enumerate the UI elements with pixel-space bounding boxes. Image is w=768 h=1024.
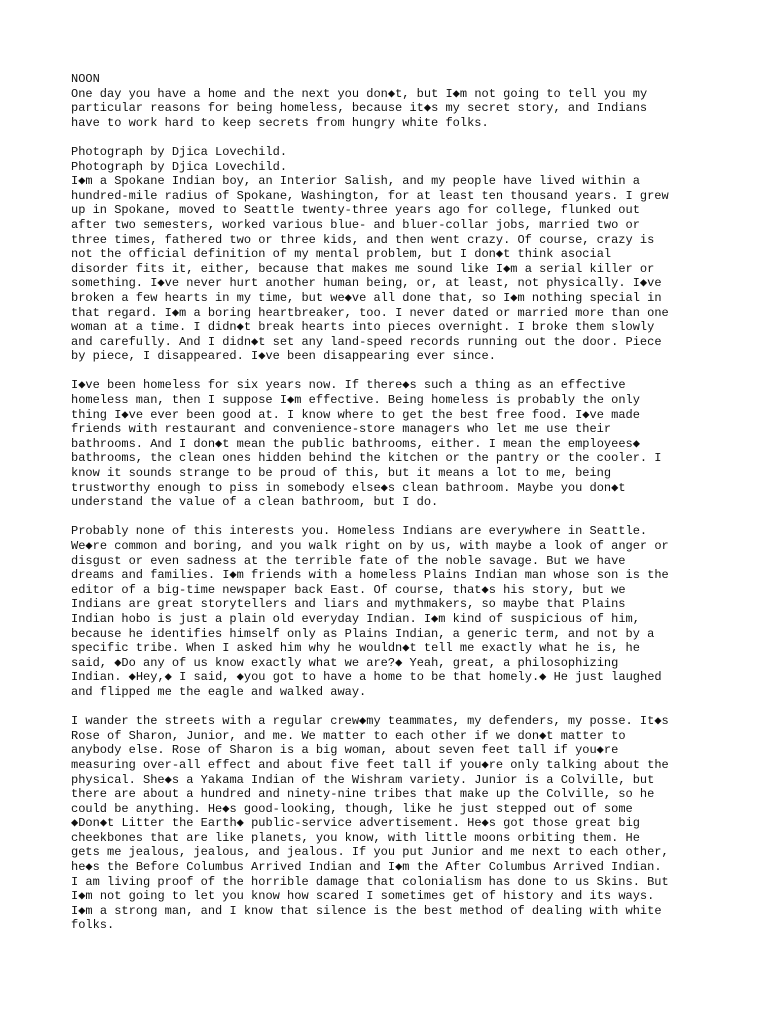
photo-caption: Photograph by Djica Lovechild.	[71, 159, 288, 174]
text-line: ◆Don◆t Litter the Earth◆ public-service advertisement. He◆s got those great big	[71, 816, 640, 831]
text-line: Rose of Sharon, Junior, and me. We matter to each other if we don◆t matter to	[71, 728, 626, 743]
text-line: editor of a big-time newspaper back East. Of course, that◆s his story, but we	[71, 582, 626, 597]
text-line: I◆m not going to let you know how scared I sometimes get of history and its ways.	[71, 889, 655, 904]
text-line: folks.	[71, 918, 115, 933]
text-line: cheekbones that are like planets, you know, with little moons orbiting them. He	[71, 830, 640, 845]
text-line: that regard. I◆m a boring heartbreaker, too. I never dated or married more than one	[71, 305, 669, 320]
text-line: disorder fits it, either, because that makes me sound like I◆m a serial killer or	[71, 261, 655, 276]
text-line: and flipped me the eagle and walked away.	[71, 684, 367, 699]
text-line: up in Spokane, moved to Seattle twenty-three years ago for college, flunked out	[71, 203, 640, 218]
text-line: hundred-mile radius of Spokane, Washington, for at least ten thousand years. I grew	[71, 188, 669, 203]
text-line: Indians are great storytellers and liars and mythmakers, so maybe that Plains	[71, 597, 626, 612]
text-line: bathrooms, the clean ones hidden behind the kitchen or the pantry or the cooler. I	[71, 451, 662, 466]
text-line: by piece, I disappeared. I◆ve been disappearing ever since.	[71, 349, 496, 364]
text-line: trustworthy enough to piss in somebody else◆s clean bathroom. Maybe you don◆t	[71, 480, 626, 495]
paragraph-gap	[71, 510, 701, 525]
text-line: specific tribe. When I asked him why he wouldn◆t tell me exactly what he is, he	[71, 641, 640, 656]
text-line: thing I◆ve ever been good at. I know where to get the best free food. I◆ve made	[71, 407, 640, 422]
text-line: homeless man, then I suppose I◆m effective. Being homeless is probably the only	[71, 393, 640, 408]
text-line: and carefully. And I didn◆t set any land-speed records running out the door. Piece	[71, 334, 662, 349]
paragraph-gap	[71, 130, 701, 145]
body-paragraph-3	[71, 524, 701, 699]
text-line: three times, fathered two or three kids, and then went crazy. Of course, crazy is	[71, 232, 655, 247]
text-line: I wander the streets with a regular crew◆my teammates, my defenders, my posse. It◆s	[71, 714, 669, 729]
text-line: know it sounds strange to be proud of this, but it means a lot to me, being	[71, 466, 612, 481]
text-line: understand the value of a clean bathroom, but I do.	[71, 495, 439, 510]
text-line: I◆m a strong man, and I know that silence is the best method of dealing with white	[71, 903, 662, 918]
text-line: anybody else. Rose of Sharon is a big woman, about seven feet tall if you◆re	[71, 743, 619, 758]
body-paragraph-4	[71, 714, 701, 933]
text-line: there are about a hundred and ninety-nine tribes that make up the Colville, so he	[71, 787, 655, 802]
text-line: measuring over-all effect and about five feet tall if you◆re only talking about the	[71, 757, 669, 772]
paragraph-gap	[71, 700, 701, 715]
text-line: gets me jealous, jealous, and jealous. If you put Junior and me next to each other,	[71, 845, 669, 860]
text-line: Indian hobo is just a plain old everyday Indian. I◆m kind of suspicious of him,	[71, 611, 640, 626]
text-line: something. I◆ve never hurt another human being, or, at least, not physically. I◆ve	[71, 276, 662, 291]
text-line: I◆ve been homeless for six years now. If there◆s such a thing as an effective	[71, 378, 626, 393]
text-line: he◆s the Before Columbus Arrived Indian and I◆m the After Columbus Arrived Indian.	[71, 860, 662, 875]
text-line: friends with restaurant and convenience-store managers who let me use their	[71, 422, 612, 437]
document-page	[71, 72, 701, 933]
photo-caption: Photograph by Djica Lovechild.	[71, 144, 288, 159]
text-line: could be anything. He◆s good-looking, though, like he just stepped out of some	[71, 801, 633, 816]
text-line: bathrooms. And I don◆t mean the public bathrooms, either. I mean the employees◆	[71, 436, 640, 451]
text-line: not the official definition of my mental problem, but I don◆t think asocial	[71, 247, 612, 262]
text-line: Indian. ◆Hey,◆ I said, ◆you got to have a home to be that homely.◆ He just laughed	[71, 670, 662, 685]
text-line: particular reasons for being homeless, because it◆s my secret story, and Indians	[71, 101, 648, 116]
text-line: disgust or even sadness at the terrible fate of the noble savage. But we have	[71, 553, 626, 568]
text-line: woman at a time. I didn◆t break hearts into pieces overnight. I broke them slowly	[71, 320, 655, 335]
body-paragraph-1	[71, 174, 701, 364]
text-line: have to work hard to keep secrets from hungry white folks.	[71, 115, 489, 130]
text-line: after two semesters, worked various blue- and bluer-collar jobs, married two or	[71, 217, 640, 232]
text-line: Probably none of this interests you. Homeless Indians are everywhere in Seattle.	[71, 524, 648, 539]
text-line: dreams and families. I◆m friends with a homeless Plains Indian man whose son is the	[71, 568, 669, 583]
text-line: said, ◆Do any of us know exactly what we are?◆ Yeah, great, a philosophizing	[71, 655, 619, 670]
text-line: because he identifies himself only as Plains Indian, a generic term, and not by a	[71, 626, 655, 641]
text-line: We◆re common and boring, and you walk right on by us, with maybe a look of anger or	[71, 539, 669, 553]
text-line: physical. She◆s a Yakama Indian of the Wishram variety. Junior is a Colville, but	[71, 772, 655, 787]
section-heading: NOON	[71, 72, 100, 86]
body-paragraph-2	[71, 378, 701, 509]
text-line: broken a few hearts in my time, but we◆ve all done that, so I◆m nothing special in	[71, 290, 662, 305]
text-line: I◆m a Spokane Indian boy, an Interior Salish, and my people have lived within a	[71, 174, 640, 189]
text-line: One day you have a home and the next you don◆t, but I◆m not going to tell you my	[71, 86, 648, 101]
text-line: I am living proof of the horrible damage that colonialism has done to us Skins. But	[71, 874, 669, 889]
intro-paragraph	[71, 87, 701, 131]
paragraph-gap	[71, 364, 701, 379]
